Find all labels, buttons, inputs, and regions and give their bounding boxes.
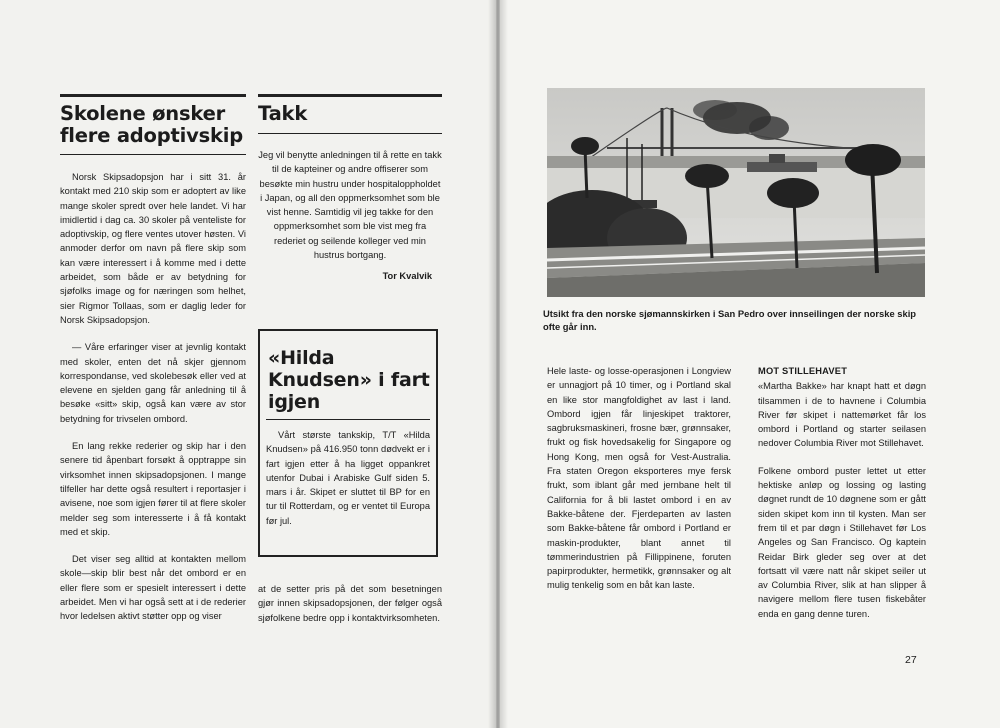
hilda-knudsen-box <box>258 329 438 557</box>
harbor-photo <box>547 88 925 297</box>
signature: Tor Kvalvik <box>382 271 432 282</box>
headline-takk: Takk <box>258 102 308 125</box>
headline-skolene: Skolene ønsker flere adoptivskip <box>60 102 244 147</box>
left-page <box>0 0 496 728</box>
heading-rule-bottom <box>258 133 442 134</box>
heading-rule-top <box>60 94 246 97</box>
paragraph: Norsk Skipsadopsjon har i sitt 31. år kontakt med 210 skip som er adoptert av like mange skoler spredt over hele landet. Vi har imidlertid i dag ca. 30 skoler på venteliste for adoptivskip, og flere ventes utover høsten. Vi anmoder derfor om navn på flere skip som kan være interessert i å komme med i dette arbeidet, som både er av betydning for sjøfolks image og for næringen som helhet, sier Rigmor Tollaas, som er daglig leder for Norsk Skipsadopsjon. <box>60 172 246 325</box>
page-number: 27 <box>905 654 917 666</box>
article-skolene-body <box>60 170 246 637</box>
paragraph: Jeg vil benytte anledningen til å rette en takk til de kapteiner og andre offiserer som besøkte min hustru under hospitaloppholdet i Japan, og all den oppmerksomhet som ble vist henne. Samtidig vil jeg takke for den oppmerksomhet som ble vist meg fra rederiet og seilende kolleger ved min hustrus bortgang. <box>258 150 442 261</box>
paragraph: Hele laste- og losse-operasjonen i Longview er unnagjort på 10 timer, og i Portland skal en like stor mangfoldighet av last i land. Ombord igjen får linjeskipet traktorer, sagbruksmaskineri, frosne bær, grønnsaker, frukt og fisk hovedsakelig for Singapore og Hong Kong, men også for Vest-Australia. Fra staten Oregon eksporteres mye fersk frukt, som iblant går med jernbane helt til California for å bli lastet ombord i en av Bakke-båtene der. Fjerdeparten av lasten som Bakke-båtene får ombord i Portland er maskin-produkter, blant annet til tømmerindustrien på Fillippinene, foruten papirprodukter, hermetikk, grønnsaker og alt mulig tenkelig som en båt kan laste. <box>547 366 731 591</box>
box-body <box>266 428 430 528</box>
paragraph: En lang rekke rederier og skip har i den senere tid åpenbart forsøkt å opptrappe sin virksomhet innen skipsadopsjonen. I mange tilfeller har dette også resultert i reportasjer i avisene, noe som igjen fører til at flere skoler melder seg som interesserte i å få kontakt med et skip. <box>60 441 246 537</box>
photo-caption: Utsikt fra den norske sjømannskirken i San Pedro over innseilingen der norske skip ofte går inn. <box>543 308 917 332</box>
paragraph: Det viser seg alltid at kontakten mellom skole—skip blir best når det ombord er en eller flere som er spesielt interessert i dette arbeidet. Men vi har også sett at i de rederier hvor ledelsen aktivt støtter opp og viser <box>60 554 246 622</box>
paragraph: «Martha Bakke» har knapt hatt et døgn tilsammen i de to havnene i Columbia River før skipet i nattemørket får los ombord i Portland og starter seilasen nedover Columbia River mot Stillehavet. <box>758 381 926 449</box>
paragraph: at de setter pris på det som besetningen gjør innen skipsadopsjonen, der følger også sjøfolkene bedre opp i kontaktvirksomheten. <box>258 584 442 623</box>
article-takk-body <box>258 148 442 284</box>
heading-rule-bottom <box>60 154 246 155</box>
right-column-1 <box>547 364 731 606</box>
article-skolene-continuation <box>258 582 442 638</box>
subheading-mot-stillehavet: MOT STILLEHAVET <box>758 366 848 376</box>
box-rule <box>266 419 430 420</box>
paragraph: Vårt største tankskip, T/T «Hilda Knudsen» på 416.950 tonn dødvekt er i fart igjen etter å ha ligget oppankret utenfor Dubai i Arabiske Gulf siden 5. mars i år. Skipet er sluttet til BP for en tur til Rotterdam, og er ventet til Europa før jul. <box>266 430 430 526</box>
gutter-shadow <box>488 0 508 728</box>
right-column-2 <box>758 364 926 634</box>
heading-rule-top <box>258 94 442 97</box>
harbor-photo-image <box>547 88 925 297</box>
paragraph: — Våre erfaringer viser at jevnlig kontakt med skoler, enten det nå skjer gjennom korrespondanse, ved skolebesøk eller ved at elevene en sjelden gang får anledning til å besøke «sitt» skip, også kan være av stor betydning for trivselen ombord. <box>60 342 246 424</box>
paragraph: Folkene ombord puster lettet ut etter hektiske anløp og lossing og lasting døgnet rundt de 10 døgnene som er gått siden skipet kom inn til kysten. Man ser frem til et par døgn i Stillehavet før Los Angeles og San Francisco. Og kaptein Reidar Birk gleder seg over at det fortsatt vil være natt når skipet seiler ut av Columbia River, slik at han slipper å navigere mellom flere tusen fiskebåter enda en gang denne turen. <box>758 465 926 619</box>
headline-hilda-knudsen: «Hilda Knudsen» i fart igjen <box>268 347 430 413</box>
article-heading-takk <box>258 94 442 134</box>
article-heading-skolene <box>60 94 246 155</box>
